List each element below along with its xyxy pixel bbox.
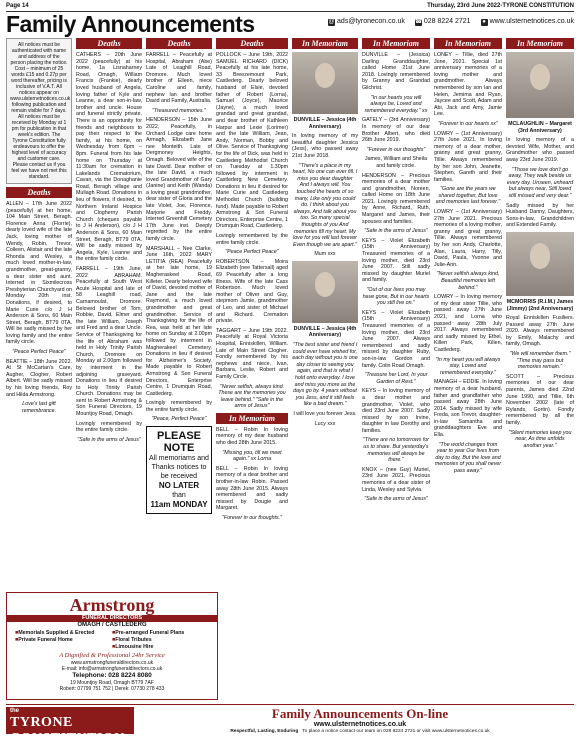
memorial-photo bbox=[292, 52, 358, 114]
memoriam-lowry-2: LOWRY – (1st Anniversary) 27th June 2021. Precious memories of a loving mother, granny and great granny, Tillie. Always remembered by her son Andy, Charlotte, Alan, Laura, Harry, Tilly, David, Paula, Yvonne and Julie-Ann. bbox=[434, 209, 503, 268]
website-contact[interactable]: ● www.ulsternetnotices.co.uk bbox=[482, 18, 574, 25]
masthead bbox=[6, 13, 574, 35]
email-contact[interactable]: @ ads@tyronecon.co.uk bbox=[328, 18, 405, 25]
death-notice-farrell-2: FARRELL – Peacefully at Hospital, Abraham (Abe) Late of Leaghill Road, Dromore. Much loved brother of Eileen, niece Caroline and family, nephew Ian and brother David and Family, Australia. bbox=[146, 52, 212, 105]
verse: "In my heart you will always stay, Loved and remembered everyday." bbox=[435, 356, 501, 376]
signature: Lucy xxx bbox=[314, 420, 336, 427]
signature: Sadly missed by her Husband Danny, Daughters, Sons-in-law, Grandchildren and Extended Family. bbox=[506, 202, 574, 229]
family-note: Lovingly remembered by the entire family circle. bbox=[146, 400, 212, 413]
death-notice-beattie: BEATTIE – 18th June 2022. At St McCartan's Care, Augher, Clogher, Robert Albert. Will be sadly missed by his loving friends, Roy and Hilda Armstrong. bbox=[6, 358, 72, 398]
column-2 bbox=[76, 38, 142, 588]
verse: "Peace, Perfect Peace" bbox=[151, 416, 207, 423]
please-note-body: All memoriams and Thanks notices to be received bbox=[149, 455, 209, 481]
memoriam-lowry-1: LOWRY – (1st Anniversary) 27th June 2021. In loving memory of a dear mother, granny and great granny, Tillie. Always remembered by her son John, Jeanette, Stephen, Gareth and their families. bbox=[434, 130, 502, 183]
verse: "Safe in the arms of Jesus" bbox=[77, 436, 141, 443]
verse: "Never selfish, always kind. These are the memories you leave behind." "Safe in the arms of Jesus" bbox=[218, 383, 286, 410]
memoriam-henderson: HENDERSON – Precious memories of a dear mother and grandmother, Noreen, called Home on 18th June 2021. Lovingly remembered by Anne, Richard, Ruth, Margaret and James, their spouses and families. bbox=[362, 172, 430, 225]
column-6 bbox=[362, 38, 430, 700]
memorial-photo bbox=[506, 232, 574, 296]
memoriam-note: I will love you forever Jess. bbox=[293, 411, 357, 417]
verse: "Silent memories keep you near, As time unfolds another year." bbox=[508, 429, 572, 449]
service-item: ■ Limousine Hire bbox=[112, 644, 209, 651]
verse: "Safe in the arms of Jesus" bbox=[364, 496, 428, 503]
advert-brand: Armstrong bbox=[69, 595, 155, 615]
deaths-heading: Deaths bbox=[76, 38, 142, 49]
verse: "The best sister and friend I could ever have wished for, each day without you is one day closer to seeing you again, and that is what I hold onto everyday. I love and miss you more as the days go by. 4 years without you Jess, and it still feels like a bad dream." bbox=[292, 342, 358, 408]
memoriam-loney: LONEY – Tillie, died 27th June, 2021. Special 1st anniversary memories of a loving mother and grandmother. Always remembered by son Ian and Helen, Jemima and Ryan, Jaycee and Scott, Adam and Abi, Jack and Amy, Jamie Lee. bbox=[434, 52, 502, 118]
verse: "There's a place in my heart, No one can ever fill. I miss you dear daughter And I always will. You touched the hearts of so many, Like only you could do. I think about you always, And talk about you too. So many special thoughts of you And memories fill my heart. My love for you will last forever Even though we are apart." bbox=[292, 162, 358, 248]
family-note: Lovingly remembered by the entire family circle. bbox=[216, 233, 288, 246]
phone-contact[interactable]: ☎ 028 8224 2721 bbox=[414, 18, 471, 25]
in-memoriam-heading: In Memoriam bbox=[506, 38, 574, 49]
column-7 bbox=[434, 38, 502, 700]
column-1 bbox=[6, 38, 72, 666]
footer-url[interactable]: www.ulsternetnotices.co.uk bbox=[313, 721, 407, 728]
death-notice-allen: ALLEN – 17th June 2022 (peacefully) at her home, 104 Main Street, Beragh. Florence Anna (Florrie), dearly loved wife of the late Jack, loving mother of Wendy, Robin, Trevor, Colleen, Alistair and the late Rhonda and Wesley, a much loved mother-in-law, grandmother, great-granny, a dear sister and aunt. Interred in Sixmilecross Presbyterian Churchyard on Monday 20th inst. Donations, if desired, to Marie Curie c/o J H Anderson & Sons, 60 Main Street, Beragh, BT79 0TA. Will be sadly missed by her loving family and the entire family circle. bbox=[6, 201, 72, 346]
verse: "Those we love don't go away, They walk beside us every day. Unseen, unheard but always near, Still loved still missed and very dear." bbox=[506, 166, 574, 199]
memoriam-title: MCLAUGHLIN – Margaret (3rd Anniversary) bbox=[508, 121, 572, 134]
submission-notice: All notices must be authenticated with name and address of the person placing the notice. Cost – minimum of 25 words £15 and 0.27p per word thereafter, pricing is inclusive of V.A.T. All notices appear on www.ulsternetnotices.co.uk following publication and remain visible for 7 days. All notices must be received by Monday at 1 pm for publication in that week's edition. The Tyrone Constitution fully endeavours to offer the highest level of accuracy and customer care. Please contact us if you feel we have not met this standard. bbox=[6, 38, 72, 184]
footer-small: Respectful, Lasting, Enduring To place a notice contact our team on 028 8224 2721 or visit www.ulsternetnotices.co.uk bbox=[230, 729, 490, 734]
memoriam-title: MCMORRIS (R.I.M.) James (Jimmy) (2nd Anniversary) bbox=[506, 298, 574, 312]
advert-mobiles: Robert: 07799 751 752 | Derek: 07730 278 433 bbox=[59, 686, 165, 692]
email-icon: @ bbox=[328, 19, 335, 25]
please-note-bold: NO LATER bbox=[158, 481, 200, 491]
death-notice-marshall: MARSHALL – Nee Clarke, June 16th, 2022 MARY LETITIA (REA) Peacefully at her late home, 19 Magheraskeel Road, Killeter. Dearly beloved wife of David, devoted mother of Jane and the late Raymond, a much loved grandmother and great grandmother. Service of Thanksgiving for the life of Rea, was held at her late home on Sunday at 2.00pm followed by interment in Magherakeel Cemetery. Donations in lieu if desired for Alzheimer's Society. Made payable to Robert Armstrong & Son Funeral Directors, Enterprise Centre, 1 Drumquin Road, Castlederg. bbox=[146, 245, 212, 397]
memoriam-bell-1: BELL – Robin In loving memory of my dear husband who died 28th June 2015. bbox=[216, 426, 288, 447]
page-title: Family Announcements bbox=[6, 11, 255, 37]
verse: "We will remember them." "Time may pass but memories remain." bbox=[509, 351, 571, 371]
footer-banner bbox=[6, 704, 574, 746]
column-3 bbox=[146, 38, 212, 590]
death-notice-taggart: TAGGART – June 19th 2022. Peacefully at Royal Victoria Hospital, Enniskillen, William. Late of Main Street Clogher. Fondly remembered by his nephews and niece, Ivan, Barbara, Leslie, Robert and Family Circle. bbox=[216, 327, 288, 380]
service-item: ■ Private Funeral Home bbox=[15, 637, 112, 644]
memoriam-title: DUNVILLE – Jessica (4th Anniversary) bbox=[293, 117, 357, 130]
page-number: Page 14 bbox=[6, 3, 29, 9]
deaths-heading: Deaths bbox=[6, 187, 72, 198]
column-5 bbox=[292, 38, 358, 700]
memoriam-bell-2: BELL – Robin In loving memory of a dear brother and brother-in-law Robin. Passed away 28th June 2015. Always remembered and sadly missed by Dougie and Margaret. bbox=[216, 465, 288, 512]
service-item: ■ Pre-arranged Funeral Plans bbox=[112, 630, 209, 637]
verse: "There are no tomorrows for us to share. But yesterday's memories will always be there." bbox=[362, 437, 430, 464]
verse: "Forever in our hearts xx" bbox=[438, 120, 498, 127]
issue-date: Thursday, 23rd June 2022-TYRONE CONSTITUTION bbox=[427, 3, 574, 9]
service-item: ■ Floral Tributes bbox=[112, 637, 209, 644]
advert-locations: OMAGH / CASTLEDERG bbox=[77, 622, 147, 628]
in-memoriam-heading: In Memoriam bbox=[434, 38, 502, 49]
verse: "Out of our lives you may have gone, But in our hearts you still live on." bbox=[362, 287, 430, 307]
verse: "Peace Perfect Peace" bbox=[12, 349, 66, 356]
advert-address: 19 Mountjoy Road, Omagh BT79 7AF bbox=[70, 680, 154, 686]
in-memoriam-heading: In Memoriam bbox=[292, 38, 358, 49]
signature: James, William and Sheila and family circle. bbox=[364, 156, 428, 169]
column-4 bbox=[216, 38, 288, 700]
death-notice-cathers: CATHERS – 20th June 2022 (peacefully) at his home, 1a Lisnaharney Road, Omagh, William Francis (Frankie), dearly loved husband of Angela, loving father of Kyle and Leanne, a dear son-in-law, brother and uncle. House and funeral strictly private. There is an opportunity for friends and neighbours to pay their respect to the family, at his home, on Wednesday from 6pm – 8pm. Funeral from his late home on Thursday at 11:30am for cremation in Lakelands Crematorium, Cavan, via the Donaghanie Road, Beragh village and Mullagh Road. Donations in lieu of flowers, if desired, to Northern Ireland Hospice and Clogherny Parish Church (cheques payable to J H Anderson), c/o J H Anderson & Sons, 60 Main Street, Beragh, BT79 0TA. Will be sadly missed by Angela, Kyle, Leanne and the entire family circle. bbox=[76, 52, 142, 263]
armstrong-funeral-advert[interactable] bbox=[6, 592, 218, 700]
verse: Love's last gift remembrance. bbox=[21, 401, 57, 414]
verse: "Treasure her Lord, In your Garden of Rest." bbox=[364, 372, 428, 385]
memoriam-lowry-3: LOWRY – In loving memory of my dear sister Tillie, who passed away 27th June 2021, and Lorna who passed away 28th July 2017. Always remembered and sadly missed by Ethel, Killen Park, Killen, Castlederg. bbox=[434, 294, 502, 353]
globe-icon: ● bbox=[482, 19, 486, 25]
verse: "Forever in our thoughts" bbox=[366, 146, 426, 153]
in-memoriam-heading: In Memoriam bbox=[362, 38, 430, 49]
advert-services bbox=[7, 629, 217, 652]
column-8 bbox=[506, 38, 574, 700]
signature: Mum xxx bbox=[314, 251, 336, 258]
memoriam-mclaughlin: In loving memory of a devoted Wife, Mother, and Grandmother who passed away 23rd June 2019. bbox=[506, 137, 574, 163]
deaths-heading: Deaths bbox=[216, 38, 288, 49]
death-notice-pollock: POLLOCK – June 19th, 2022 SAMUEL RICHARD (DICK) Peacefully at his late home, 33 Breezemount Park, Castlederg. Dearly beloved husband of Elsie, devoted father of Robert (Lorna), Samuel (Joyce), Maurice (Jayne), a much loved grandad and great grandad, and dear brother of Kathleen Harpur and Lexie (Lorimer) and the late William, Jean, Andy, Norman, Bobby and Olive. Service of Thanksgiving for the life of Dick, was held in Castlederg Methodist Church on Tuesday at 1.30pm followed by interment in Castlederg New Cemetery. Donations in lieu if desired for Marie Curie and Castlederg Methodist Church (building fund). Made payable to Robert Armstrong & Son Funeral Directors, Enterprise Centre, 1 Drumquin Road, Castlederg. bbox=[216, 52, 288, 230]
verse: "Peace Perfect Peace" bbox=[225, 249, 279, 256]
memoriam-gately: GATELY – (3rd Anniversary) In memory of our dear Brother Albert, who died 26th June 2019. bbox=[362, 117, 430, 144]
advert-subtitle: FUNERAL DIRECTORS bbox=[7, 615, 217, 622]
verse: "Safe in the arms of Jesus" bbox=[364, 228, 428, 235]
verse: "Missing you, till we meet again." xx Lorna bbox=[222, 449, 282, 463]
death-notice-henderson: HENDERSON – 15th June 2022, Peacefully, in Orchard Lodge care home Armagh, Elizabeth Jane nee Monteith. Late of Dergmoney Heights, Omagh. Beloved wife of the late David. Dear mother of the late David, a much loved Grandmother of Gary (Janine) and Keith (Wanda) a loving great grandmother, dear sister of Gloria and the late Violet, Joe, Florence, Marjorie and Freddy. Interred Greenhill Cemetery 17th June inst. Deeply regretted by the entire family circle. bbox=[146, 117, 212, 243]
contact-bar bbox=[328, 18, 574, 26]
deaths-heading: Deaths bbox=[146, 38, 212, 49]
memoriam-dunville-1: In loving memory of my beautiful daughter Jessica (Jess), who passed away 21st June 2018. bbox=[292, 133, 358, 159]
memoriam-dunville-3: DUNVILLE – (Jessica) Darling Granddaughter, called Home 21st June 2018. Lovingly remembered by Granny and Grandad Gilchrist. bbox=[362, 52, 430, 91]
verse: "Gone are the years we shared together, But love and memories last forever." bbox=[435, 186, 501, 206]
footer-heading: Family Announcements On-line bbox=[271, 706, 449, 721]
in-memoriam-heading: In Memoriam bbox=[216, 413, 288, 424]
memoriam-managh: MANAGH – EDDIE. In loving memory of a dear husband, father and grandfather who passed away 28th June 2014. Sadly missed by wife Freda, son Trevor, daughter-in-law Samantha and granddaughters Eve and Ella. bbox=[434, 379, 502, 439]
memoriam-keys-1: KEYS – Violet Elizabeth (15th Anniversary) Treasured memories of a loving mother, died 23rd June 2007. Still sadly missed by daughter Muriel and family. bbox=[362, 237, 430, 284]
death-notice-farrell: FARRELL – 19th June, 2022 ABRAHAM. Peacefully at South West Acute Hospital and late of 58 Leaghill road, Carnamoulat, Dromore. Beloved brother of Tom, Robbie, David, Elmer and the late William, Joseph and Fred and a dear Uncle. Service of Thanksgiving for the life of Abraham was held in Holy Trinity Parish Church, Dromore on Monday at 2.00pm followed by interment in the adjoining graveyard. Donations in lieu if desired to Holy Trinity Parish Church. Donations may be sent to Robert Armstrong & Son Funeral Directors, 19 Mountjoy Road, Omagh. bbox=[76, 266, 142, 418]
please-note-deadline: 11am MONDAY bbox=[150, 500, 208, 510]
memoriam-scott: SCOTT – Precious memories of our dear parents, James died 22nd June 1990, and Tillie, 6th November 2002 (late of Rylands, Gortin). Fondly remembered by all the family. bbox=[506, 373, 574, 426]
memorial-photo bbox=[292, 261, 358, 323]
advert-website[interactable]: www.armstrongfuneraldirectors.co.uk bbox=[70, 660, 154, 666]
memoriam-title: DUNVILLE – Jessica (4th Anniversary) bbox=[293, 325, 357, 339]
verse: "In our hearts you will always be, Loved and remembered everyday." xx bbox=[364, 94, 428, 114]
death-notice-robertson: ROBERTSON – Moira Elizabeth (nee Tattersall) aged 69 Peacefully after a long illness. Wife of the late Cass Robertson. Much loved mother of Oliver and Guy, stepmom Jamie, grandmother of Leo, and sister of Michael and Richard. Cremation private. bbox=[216, 258, 288, 325]
verse: "Treasured memories." bbox=[152, 107, 206, 114]
memoriam-keys-2: KEYS – Violet Elizabeth (15th Anniversary) Treasured memories of a loving mother, died 23rd June 2007. Always remembered and sadly missed by daughter Ruby, son-in-law Gordon and family. Colin Road Omagh. bbox=[362, 309, 430, 369]
advert-telephone[interactable]: Telephone: 028 8224 8080 bbox=[72, 672, 152, 679]
phone-icon: ☎ bbox=[414, 19, 423, 25]
please-note-box bbox=[146, 426, 212, 514]
tyrone-constitution-logo: the TYRONE CONSTITUTION bbox=[6, 707, 134, 734]
memoriam-mcmorris: Royal Enniskillen Fusiliers. Passed away 27th June 2020. Always remembered by Emily, Malachy and family, Omagh. bbox=[506, 315, 574, 348]
advert-email[interactable]: E-mail: info@armstrongfuneraldirectors.co.uk bbox=[61, 666, 163, 672]
verse: "Never selfish always kind, Beautiful memories left behind." bbox=[436, 271, 500, 291]
service-item: ■ Memorials Supplied & Erected bbox=[15, 630, 112, 637]
memoriam-keys-3: KEYS – In loving memory of a dear mother and grandmother, Violet, who died 23rd June 2007. Sadly missed by son Irvine, daughter in law Dorothy and families. bbox=[362, 388, 430, 434]
family-note: Lovingly remembered by the entire family circle. bbox=[76, 420, 142, 434]
please-note-title: PLEASE NOTE bbox=[156, 430, 201, 455]
memorial-photo bbox=[506, 52, 574, 118]
verse: "Forever in our thoughts." bbox=[222, 515, 282, 521]
verse: "The world changes from year to year Our lives from day to day, But the love and memories of you shall never pass away." bbox=[434, 441, 502, 475]
memoriam-knox: KNOX – (nee Guy) Muriel, 23rd June 2021. Precious memories of a dear sister of Linda, Wesley and Sylvia. bbox=[362, 466, 430, 493]
advert-tagline: A Dignified & Professional 24hr Service bbox=[59, 652, 165, 659]
please-note-than: than bbox=[172, 492, 186, 500]
